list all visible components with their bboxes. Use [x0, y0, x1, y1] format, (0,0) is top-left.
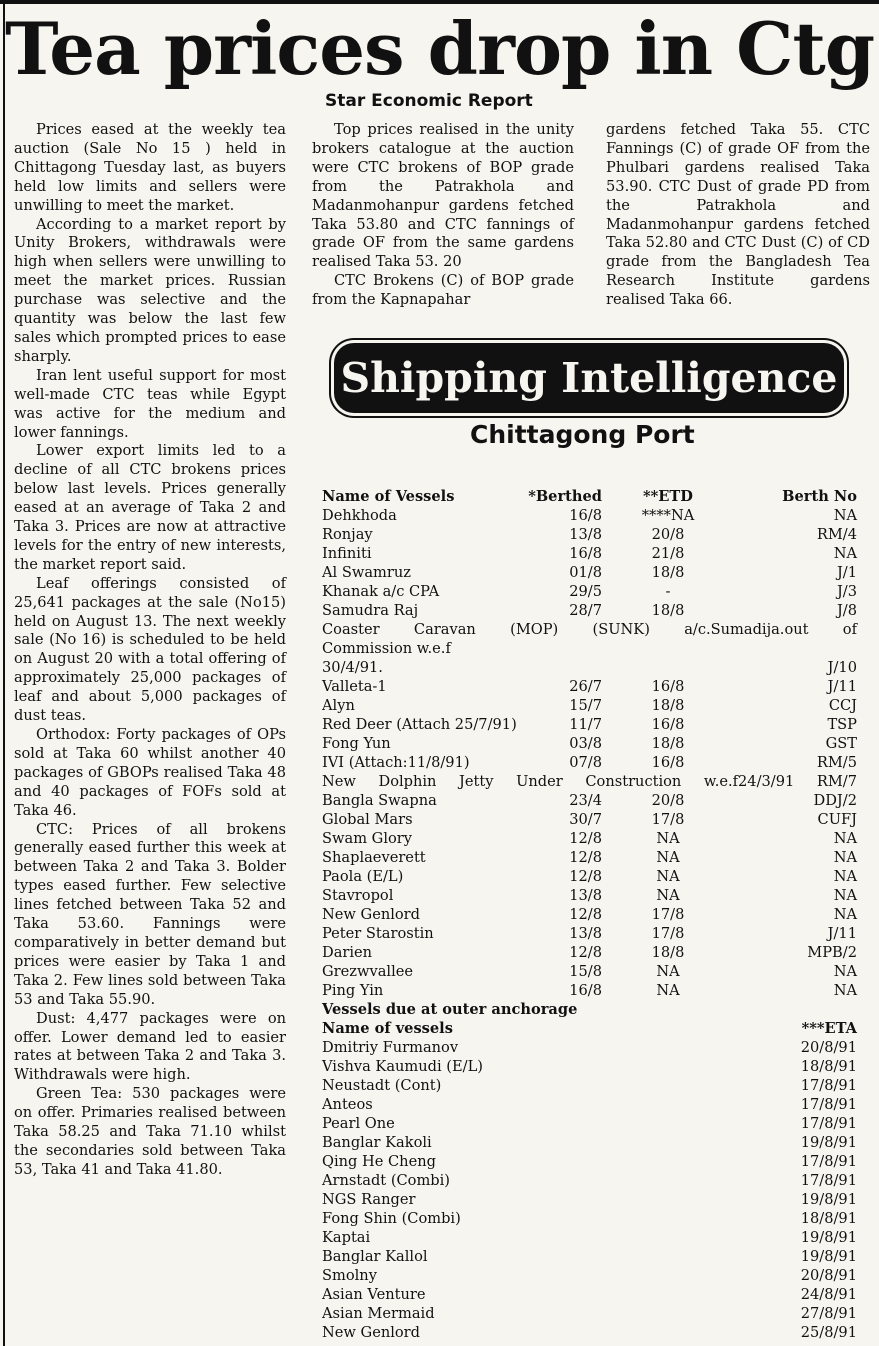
eta-date: 17/8/91	[800, 1172, 857, 1189]
table-row	[322, 848, 857, 867]
etd-date: NA	[656, 982, 680, 999]
table-row	[322, 1285, 857, 1304]
etd-date: ****NA	[641, 507, 695, 524]
eta-date: 18/8/91	[800, 1058, 857, 1075]
berthed-date: 15/7	[569, 697, 602, 714]
coaster-date: 30/4/91.	[322, 659, 383, 676]
berthed-date: 15/8	[569, 963, 602, 980]
vessel-name: Global Mars	[322, 811, 413, 828]
coaster-berth: J/10	[827, 659, 857, 676]
paragraph: Green Tea: 530 packages were on offer. Primaries realised between Taka 58.25 and Taka 71.10 whilst the secondaries sold between Taka 53, Taka 41 and Taka 41.80.	[14, 1085, 286, 1178]
table-row	[322, 1038, 857, 1057]
vessel-name: Swam Glory	[322, 830, 412, 847]
berthed-date: 12/8	[569, 830, 602, 847]
header-berth-no: Berth No	[782, 488, 857, 505]
eta-date: 17/8/91	[800, 1153, 857, 1170]
vessel-name: Valleta-1	[322, 678, 387, 695]
berthed-date: 13/8	[569, 526, 602, 543]
table-row	[322, 943, 857, 962]
byline: Star Economic Report	[325, 91, 533, 111]
berthed-date: 12/8	[569, 849, 602, 866]
vessel-name: Alyn	[322, 697, 355, 714]
berth-number: NA	[833, 849, 857, 866]
berthed-date: 07/8	[569, 754, 602, 771]
paragraph: CTC: Prices of all brokens generally eased further this week at between Taka 2 and Taka 3. Bolder types eased further. Few selective lines fetched between Taka 52 and Taka 53.60. Fannings were comparatively in better demand but prices were easier by Taka 1 and Taka 2. Few lines sold between Taka 53 and Taka 55.90.	[14, 820, 286, 1008]
berthed-date: 29/5	[569, 583, 602, 600]
eta-date: 24/8/91	[800, 1286, 857, 1303]
berth-number: GST	[825, 735, 857, 752]
eta-date: 17/8/91	[800, 1096, 857, 1113]
etd-date: NA	[656, 868, 680, 885]
port-subtitle: Chittagong Port	[470, 420, 695, 449]
berth-number: J/11	[827, 925, 857, 942]
table-row	[322, 1247, 857, 1266]
header-name: Name of Vessels	[322, 488, 455, 505]
berthed-date: 28/7	[569, 602, 602, 619]
coaster-note-2	[322, 639, 857, 658]
table-row	[322, 1171, 857, 1190]
vessel-name: Dehkhoda	[322, 507, 397, 524]
berth-number: J/1	[836, 564, 857, 581]
etd-date: 18/8	[651, 564, 685, 581]
berthed-date: 30/7	[569, 811, 602, 828]
vessel-name: Darien	[322, 944, 373, 961]
berthed-date: 16/8	[569, 507, 602, 524]
berth-number: DDJ/2	[813, 792, 857, 809]
article-column-2	[312, 121, 574, 310]
vessel-name: Vishva Kaumudi (E/L)	[322, 1058, 483, 1075]
table-row	[322, 791, 857, 810]
etd-date: 18/8	[651, 944, 685, 961]
vessel-name: Stavropol	[322, 887, 394, 904]
etd-date: 17/8	[651, 925, 685, 942]
vessel-name: Red Deer (Attach 25/7/91)	[322, 716, 517, 733]
paragraph: CTC Brokens (C) of BOP grade from the Kapnapahar	[312, 272, 574, 309]
table-row	[322, 1228, 857, 1247]
vessel-name: Infiniti	[322, 545, 372, 562]
table-row	[322, 734, 857, 753]
outer-table-header	[322, 1019, 857, 1038]
vessel-name: Asian Mermaid	[322, 1305, 435, 1322]
berth-number: NA	[833, 982, 857, 999]
table-row	[322, 525, 857, 544]
table-row	[322, 582, 857, 601]
table-row	[322, 1095, 857, 1114]
eta-date: 20/8/91	[800, 1039, 857, 1056]
table-row	[322, 696, 857, 715]
etd-date: 16/8	[651, 716, 685, 733]
paragraph: gardens fetched Taka 55. CTC Fannings (C) of grade OF from the Phulbari gardens realised Taka 53.90. CTC Dust of grade PD from the Patrakhola and Madanmohanpur gardens fetched Taka 52.80 and CTC Dust (C) of CD grade from the Bangladesh Tea Research Institute gardens realised Taka 66.	[606, 121, 870, 309]
table-row	[322, 886, 857, 905]
vessel-name: Khanak a/c CPA	[322, 583, 440, 600]
table-row	[322, 905, 857, 924]
table-row	[322, 715, 857, 734]
berth-number: NA	[833, 830, 857, 847]
paragraph: Prices eased at the weekly tea auction (Sale No 15 ) held in Chittagong Tuesday last, as buyers held low limits and sellers were unwilling to meet the market.	[14, 121, 286, 214]
table-row	[322, 1209, 857, 1228]
vessel-name: Samudra Raj	[322, 602, 419, 619]
coaster-text: Coaster Caravan (MOP) (SUNK) a/c.Sumadija.out of	[322, 621, 857, 638]
top-rule	[0, 0, 879, 4]
berth-number: NA	[833, 868, 857, 885]
vessel-name: Banglar Kallol	[322, 1248, 428, 1265]
table-row	[322, 1114, 857, 1133]
table-row	[322, 981, 857, 1000]
berth-number: NA	[833, 545, 857, 562]
berth-number: J/3	[836, 583, 857, 600]
table-row	[322, 1190, 857, 1209]
coaster-note-3	[322, 658, 857, 677]
article-column-3	[606, 121, 870, 310]
table-row	[322, 1266, 857, 1285]
etd-date: 16/8	[651, 754, 685, 771]
eta-date: 17/8/91	[800, 1115, 857, 1132]
berthed-date: 12/8	[569, 868, 602, 885]
paragraph: Orthodox: Forty packages of OPs sold at Taka 60 whilst another 40 packages of GBOPs realised Taka 48 and 40 packages of FOFs sold at Taka 46.	[14, 726, 286, 819]
table-row	[322, 924, 857, 943]
table-row	[322, 1304, 857, 1323]
vessel-name: Bangla Swapna	[322, 792, 437, 809]
berthed-date: 01/8	[569, 564, 602, 581]
coaster-note	[322, 620, 857, 639]
etd-date: 18/8	[651, 602, 685, 619]
berthed-date: 13/8	[569, 887, 602, 904]
berth-number: NA	[833, 507, 857, 524]
table-row	[322, 1133, 857, 1152]
vessel-name: Ping Yin	[322, 982, 384, 999]
berthed-date: 23/4	[569, 792, 602, 809]
etd-date: 20/8	[651, 526, 685, 543]
etd-date: 18/8	[651, 735, 685, 752]
table-row	[322, 1152, 857, 1171]
vessel-name: Dmitriy Furmanov	[322, 1039, 459, 1056]
berth-number: MPB/2	[807, 944, 857, 961]
table-row	[322, 677, 857, 696]
table-row	[322, 829, 857, 848]
outer-title-text: Vessels due at outer anchorage	[322, 1001, 578, 1018]
vessel-name: Neustadt (Cont)	[322, 1077, 442, 1094]
etd-date: 21/8	[651, 545, 685, 562]
vessel-name: Grezwvallee	[322, 963, 414, 980]
vessel-name: Kaptai	[322, 1229, 371, 1246]
berth-number: RM/5	[816, 754, 857, 771]
table-row	[322, 810, 857, 829]
coaster-text-2: Commission w.e.f	[322, 640, 451, 657]
etd-date: -	[665, 583, 671, 600]
eta-date: 19/8/91	[800, 1134, 857, 1151]
article-column-1	[14, 121, 286, 1180]
berthed-date: 16/8	[569, 982, 602, 999]
eta-date: 19/8/91	[800, 1229, 857, 1246]
vessel-name: Shaplaeverett	[322, 849, 426, 866]
berthed-date: 12/8	[569, 944, 602, 961]
etd-date: 18/8	[651, 697, 685, 714]
vessel-name: Fong Yun	[322, 735, 391, 752]
berthed-date: 13/8	[569, 925, 602, 942]
vessel-name: Al Swamruz	[322, 564, 411, 581]
eta-date: 19/8/91	[800, 1248, 857, 1265]
etd-date: NA	[656, 887, 680, 904]
vessel-name: Banglar Kakoli	[322, 1134, 432, 1151]
left-rule	[3, 0, 5, 1346]
vessel-name: Arnstadt (Combi)	[322, 1172, 451, 1189]
berth-number: NA	[833, 887, 857, 904]
vessel-name: Smolny	[322, 1267, 377, 1284]
etd-date: 16/8	[651, 678, 685, 695]
vessel-name: Peter Starostin	[322, 925, 434, 942]
paragraph: According to a market report by Unity Brokers, withdrawals were high when sellers were unwilling to meet the market prices. Russian purchase was selective and the quantity was below the last few sales which prompted prices to ease sharply.	[14, 215, 286, 365]
etd-date: 17/8	[651, 811, 685, 828]
header-etd: **ETD	[643, 488, 693, 505]
berthed-date: 26/7	[569, 678, 602, 695]
etd-date: NA	[656, 849, 680, 866]
vessel-name: IVI (Attach:11/8/91)	[322, 754, 470, 771]
paragraph: Dust: 4,477 packages were on offer. Lower demand led to easier rates at between Taka 2 and Taka 3. Withdrawals were high.	[14, 1009, 286, 1084]
table-row	[322, 563, 857, 582]
eta-date: 25/8/91	[800, 1324, 857, 1341]
berth-number: CUFJ	[817, 811, 857, 828]
outer-anchorage-title	[322, 1000, 857, 1019]
eta-date: 17/8/91	[800, 1077, 857, 1094]
header-berthed: *Berthed	[528, 488, 602, 505]
berth-number: NA	[833, 963, 857, 980]
vessel-name: Asian Venture	[322, 1286, 426, 1303]
vessel-name: Fong Shin (Combi)	[322, 1210, 461, 1227]
eta-date: 27/8/91	[800, 1305, 857, 1322]
paragraph: Lower export limits led to a decline of all CTC brokens prices below last levels. Prices generally eased at an average of Taka 2 and Taka 3. Prices are now at attractive levels for the entry of new interests, the market report said.	[14, 442, 286, 573]
table-header	[322, 487, 857, 506]
vessel-name: Paola (E/L)	[322, 868, 404, 885]
berth-number: RM/4	[816, 526, 857, 543]
etd-date: NA	[656, 830, 680, 847]
berthed-date: 11/7	[569, 716, 602, 733]
eta-date: 19/8/91	[800, 1191, 857, 1208]
paragraph: Top prices realised in the unity brokers catalogue at the auction were CTC brokens of BOP grade from the Patrakhola and Madanmohanpur gardens fetched Taka 53.80 and CTC fannings of grade OF from the same gardens realised Taka 53. 20	[312, 121, 574, 271]
dolphin-text: New Dolphin Jetty Under Construction w.e.f24/3/91 RM/7	[322, 773, 857, 790]
vessel-name: Pearl One	[322, 1115, 395, 1132]
dolphin-note	[322, 772, 857, 791]
shipping-banner	[334, 343, 844, 413]
etd-date: 20/8	[651, 792, 685, 809]
table-row	[322, 962, 857, 981]
berth-number: J/11	[827, 678, 857, 695]
table-row	[322, 1076, 857, 1095]
paragraph: Leaf offerings consisted of 25,641 packages at the sale (No15) held on August 13. The next weekly sale (No 16) is scheduled to be held on August 20 with a total offering of approximately 25,000 packages of leaf and about 5,000 packages of dust teas.	[14, 574, 286, 725]
berthed-date: 12/8	[569, 906, 602, 923]
table-row	[322, 1323, 857, 1342]
paragraph: Iran lent useful support for most well-made CTC teas while Egypt was active for the medium and lower fannings.	[14, 366, 286, 441]
berth-number: TSP	[827, 716, 857, 733]
vessel-name: Qing He Cheng	[322, 1153, 436, 1170]
outer-header-name: Name of vessels	[322, 1020, 453, 1037]
vessel-name: NGS Ranger	[322, 1191, 416, 1208]
table-row	[322, 544, 857, 563]
outer-header-eta: ***ETA	[801, 1020, 857, 1037]
table-row	[322, 506, 857, 525]
berth-number: J/8	[836, 602, 857, 619]
eta-date: 18/8/91	[800, 1210, 857, 1227]
banner-title: Shipping Intelligence	[340, 354, 838, 402]
vessel-name: Anteos	[322, 1096, 373, 1113]
vessel-name: New Genlord	[322, 906, 421, 923]
berthed-vessels-table	[322, 487, 857, 1342]
vessel-name: New Genlord	[322, 1324, 421, 1341]
table-row	[322, 753, 857, 772]
berth-number: CCJ	[828, 697, 857, 714]
berthed-date: 03/8	[569, 735, 602, 752]
vessel-name: Ronjay	[322, 526, 373, 543]
table-row	[322, 867, 857, 886]
table-row	[322, 601, 857, 620]
berthed-date: 16/8	[569, 545, 602, 562]
etd-date: 17/8	[651, 906, 685, 923]
berth-number: NA	[833, 906, 857, 923]
eta-date: 20/8/91	[800, 1267, 857, 1284]
table-row	[322, 1057, 857, 1076]
headline: Tea prices drop in Ctg	[4, 6, 875, 91]
etd-date: NA	[656, 963, 680, 980]
